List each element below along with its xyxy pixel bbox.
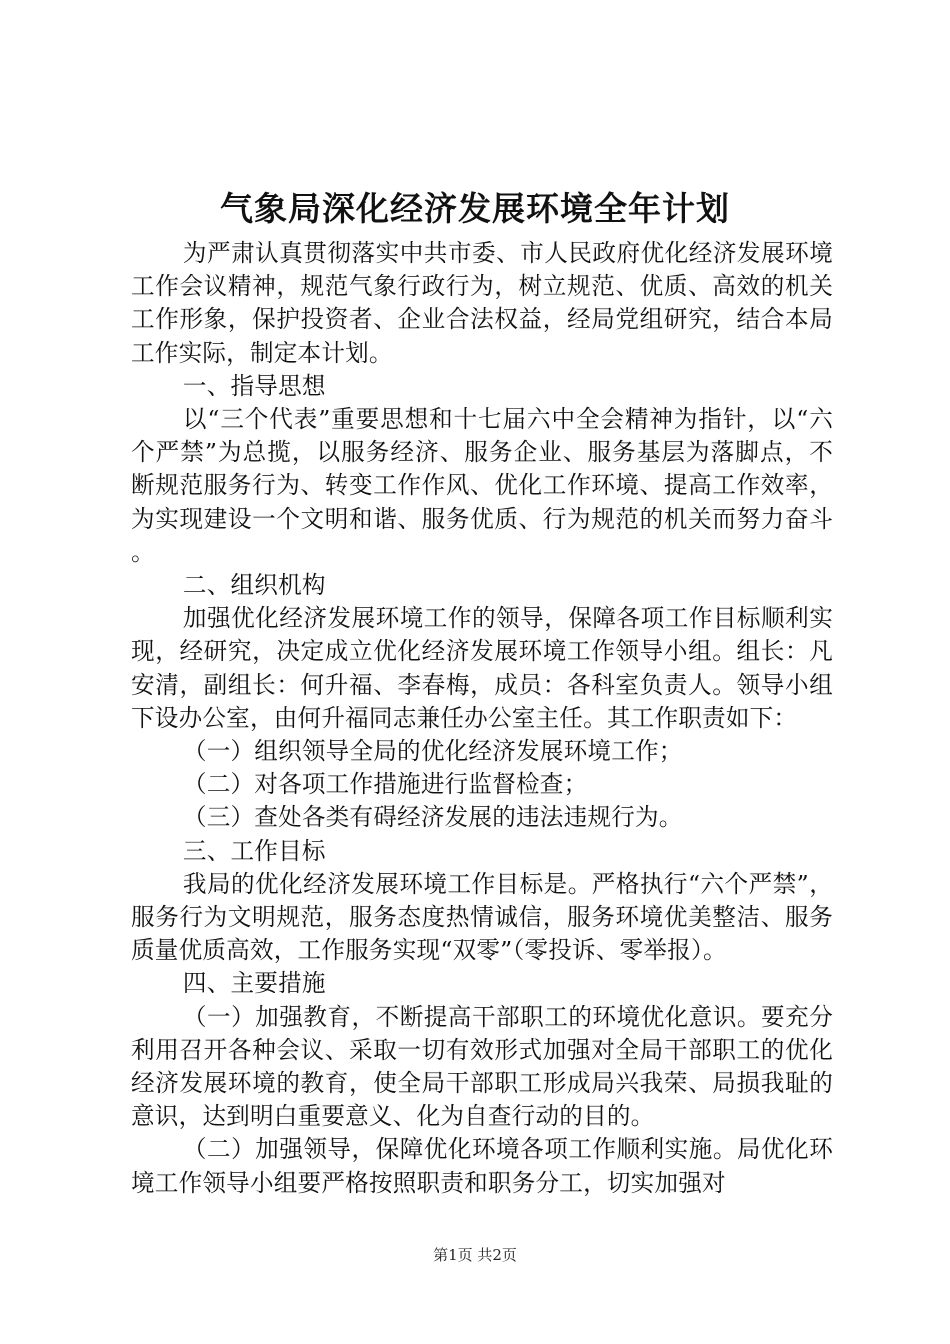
section-heading-main-measures: 四、主要措施 [182,969,326,998]
section-heading-guiding-ideology: 一、指导思想 [182,371,326,400]
document-title: 气象局深化经济发展环境全年计划 [220,189,730,228]
section-heading-work-goals: 三、工作目标 [182,836,326,865]
paragraph-work-goals: 我局的优化经济发展环境工作目标是。严格执行“六个严禁”，服务行为文明规范，服务态度热情诚信，服务环境优美整洁、服务质量优质高效，工作服务实现“双零”（零投诉、零举报）。 [131,869,833,965]
paragraph-guiding-ideology: 以“三个代表”重要思想和十七届六中全会精神为指针，以“六个严禁”为总揽，以服务经济、服务企业、服务基层为落脚点，不断规范服务行为、转变工作作风、优化工作环境、提高工作效率，为实现建设一个文明和谐、服务优质、行为规范的机关而努力奋斗。 [131,405,833,566]
measure-item-2: （二）加强领导，保障优化环境各项工作顺利实施。局优化环境工作领导小组要严格按照职责和职务分工，切实加强对 [131,1135,833,1197]
duty-item-2: （二）对各项工作措施进行监督检查； [182,770,588,799]
duty-item-3: （三）查处各类有碍经济发展的违法违规行为。 [182,803,683,832]
section-heading-organization: 二、组织机构 [182,571,326,600]
duty-item-1: （一）组织领导全局的优化经济发展环境工作； [182,737,683,766]
page-footer: 第1页 共2页 [433,1246,517,1264]
document-body [131,237,833,1200]
measure-item-1: （一）加强教育，不断提高干部职工的环境优化意识。要充分利用召开各种会议、采取一切有效形式加强对全局干部职工的优化经济发展环境的教育，使全局干部职工形成局兴我荣、局损我耻的意识，达到明白重要意义、化为自查行动的目的。 [131,1002,833,1131]
paragraph-intro: 为严肃认真贯彻落实中共市委、市人民政府优化经济发展环境工作会议精神，规范气象行政行为，树立规范、优质、高效的机关工作形象，保护投资者、企业合法权益，经局党组研究，结合本局工作实际，制定本计划。 [131,239,833,367]
paragraph-organization: 加强优化经济发展环境工作的领导，保障各项工作目标顺利实现，经研究，决定成立优化经济发展环境工作领导小组。组长：凡安清，副组长：何升福、李春梅，成员：各科室负责人。领导小组下设办公室，由何升福同志兼任办公室主任。其工作职责如下： [131,604,833,732]
